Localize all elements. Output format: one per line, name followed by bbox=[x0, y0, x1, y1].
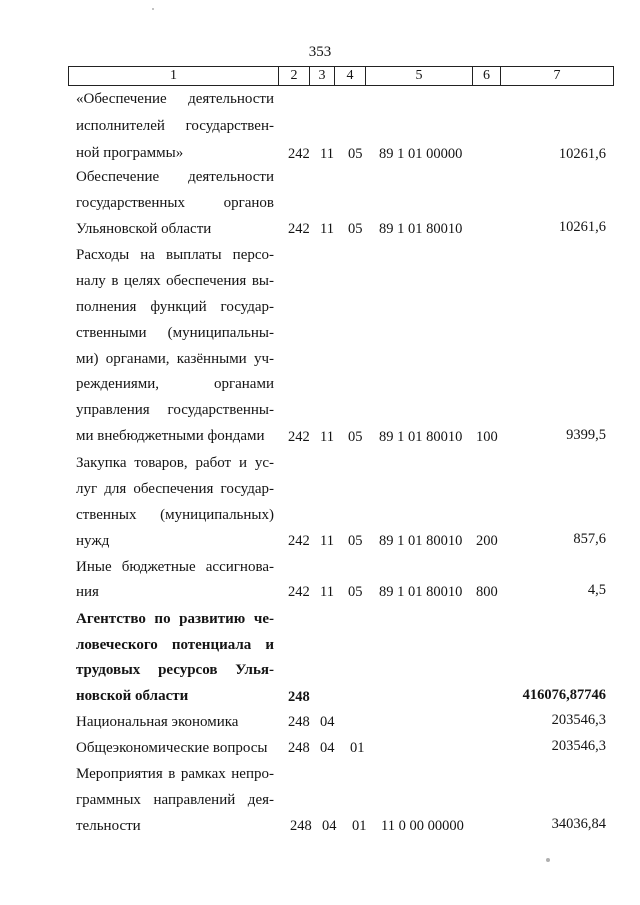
cell-col-3: 11 bbox=[320, 584, 334, 600]
cell-col-2: 242 bbox=[288, 533, 310, 549]
cell-col-5: 89 1 01 80010 bbox=[379, 429, 463, 445]
cell-col-4: 05 bbox=[348, 221, 363, 237]
row-text-line: ми) органами, казёнными уч- bbox=[76, 351, 274, 367]
row-text-line: нужд bbox=[76, 533, 110, 549]
row-text-line: Обеспечение деятельности bbox=[76, 169, 274, 185]
cell-col-4: 01 bbox=[352, 818, 367, 834]
cell-col-2: 242 bbox=[288, 221, 310, 237]
cell-col-7: 416076,87746 bbox=[522, 687, 606, 703]
cell-col-7: 10261,6 bbox=[558, 219, 606, 235]
cell-col-4: 01 bbox=[350, 740, 365, 756]
row-text-line: реждениями, органами bbox=[76, 376, 274, 392]
cell-col-2: 248 bbox=[288, 740, 310, 756]
row-text-line: Мероприятия в рамках непро- bbox=[76, 766, 274, 782]
row-text-line: государственных органов bbox=[76, 195, 274, 211]
cell-col-2: 248 bbox=[288, 714, 310, 730]
cell-col-5: 89 1 01 80010 bbox=[379, 584, 463, 600]
cell-col-5: 11 0 00 00000 bbox=[381, 818, 464, 834]
cell-col-3: 04 bbox=[320, 740, 335, 756]
header-col-1: 1 bbox=[170, 68, 177, 83]
row-text-line: ственными (муниципальны- bbox=[76, 325, 274, 341]
row-text-line: луг для обеспечения государ- bbox=[76, 481, 274, 497]
header-col-4: 4 bbox=[346, 68, 354, 83]
cell-col-3: 04 bbox=[320, 714, 335, 730]
cell-col-3: 11 bbox=[320, 146, 334, 162]
cell-col-7: 34036,84 bbox=[551, 816, 606, 832]
cell-col-7: 857,6 bbox=[573, 531, 606, 547]
row-text-line: Агентство по развитию че- bbox=[76, 611, 274, 627]
row-text-line: трудовых ресурсов Улья- bbox=[76, 662, 274, 678]
row-text-line: Ульяновской области bbox=[76, 221, 212, 237]
page-number: 353 bbox=[308, 44, 332, 60]
cell-col-5: 89 1 01 80010 bbox=[379, 533, 463, 549]
cell-col-6: 200 bbox=[476, 533, 498, 549]
cell-col-5: 89 1 01 80010 bbox=[379, 221, 463, 237]
row-text-line: Общеэкономические вопросы bbox=[76, 740, 268, 756]
row-text-line: Национальная экономика bbox=[76, 714, 239, 730]
row-text-line: полнения функций государ- bbox=[76, 299, 274, 315]
cell-col-6: 800 bbox=[476, 584, 498, 600]
row-text-line: ния bbox=[76, 584, 99, 600]
cell-col-3: 11 bbox=[320, 533, 334, 549]
row-text-line: управления государственны- bbox=[76, 402, 274, 418]
header-col-6: 6 bbox=[483, 68, 490, 83]
row-text-line: граммных направлений дея- bbox=[76, 792, 274, 808]
row-text-line: налу в целях обеспечения вы- bbox=[76, 273, 274, 289]
cell-col-7: 10261,6 bbox=[558, 146, 606, 162]
cell-col-2: 242 bbox=[288, 146, 310, 162]
cell-col-7: 4,5 bbox=[587, 582, 606, 598]
row-text-line: ловеческого потенциала и bbox=[76, 637, 274, 653]
cell-col-7: 9399,5 bbox=[566, 427, 606, 443]
cell-col-4: 05 bbox=[348, 146, 363, 162]
table-header bbox=[68, 66, 614, 86]
row-text-line: исполнителей государствен- bbox=[76, 118, 274, 134]
row-text-line: Расходы на выплаты персо- bbox=[76, 247, 274, 263]
cell-col-2: 242 bbox=[288, 584, 310, 600]
scan-speck bbox=[546, 858, 550, 862]
cell-col-4: 05 bbox=[348, 584, 363, 600]
row-text-line: ми внебюджетными фондами bbox=[76, 428, 265, 444]
row-text-line: новской области bbox=[76, 688, 189, 704]
row-text-line: ственных (муниципальных) bbox=[76, 507, 274, 523]
row-text-line: ной программы» bbox=[76, 145, 184, 161]
scan-speck bbox=[152, 8, 154, 10]
header-col-7: 7 bbox=[553, 68, 561, 83]
cell-col-3: 04 bbox=[322, 818, 337, 834]
cell-col-5: 89 1 01 00000 bbox=[379, 146, 463, 162]
cell-col-4: 05 bbox=[348, 533, 363, 549]
cell-col-2: 248 bbox=[290, 818, 312, 834]
row-text-line: тельности bbox=[76, 818, 141, 834]
cell-col-2: 242 bbox=[288, 429, 310, 445]
cell-col-6: 100 bbox=[476, 429, 498, 445]
header-col-5: 5 bbox=[415, 68, 423, 83]
row-text-line: Иные бюджетные ассигнова- bbox=[76, 559, 274, 575]
header-col-3: 3 bbox=[318, 68, 326, 83]
row-text-line: Закупка товаров, работ и ус- bbox=[76, 455, 274, 471]
cell-col-3: 11 bbox=[320, 429, 334, 445]
row-text-line: «Обеспечение деятельности bbox=[76, 91, 274, 107]
header-col-2: 2 bbox=[290, 68, 298, 83]
cell-col-4: 05 bbox=[348, 429, 363, 445]
cell-col-2: 248 bbox=[288, 689, 310, 705]
cell-col-7: 203546,3 bbox=[551, 712, 606, 728]
cell-col-3: 11 bbox=[320, 221, 334, 237]
cell-col-7: 203546,3 bbox=[551, 738, 606, 754]
